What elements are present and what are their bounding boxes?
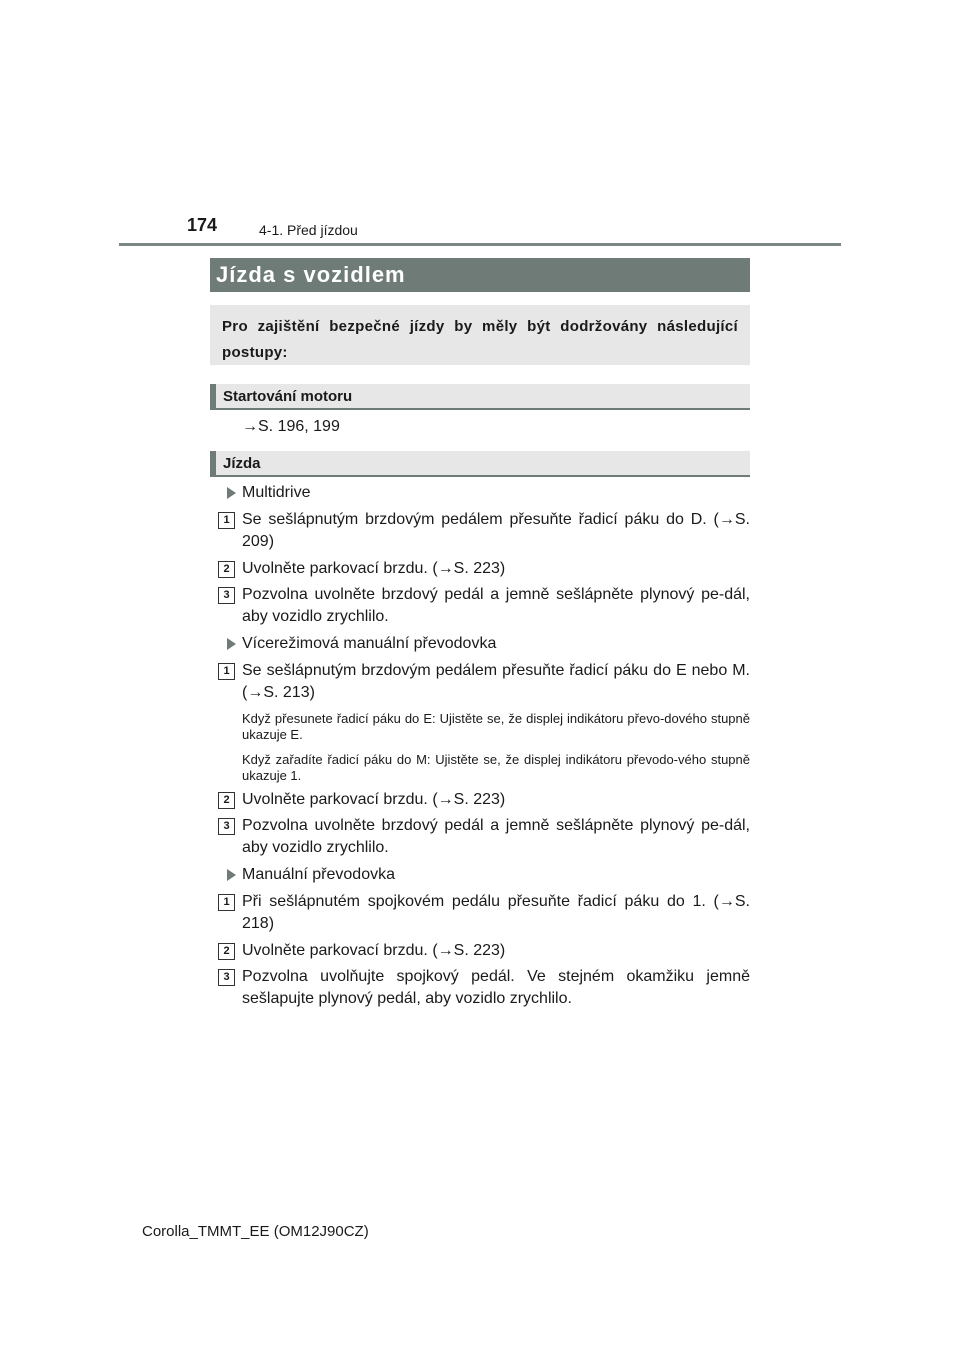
heading-starting-engine: Startování motoru xyxy=(210,384,750,410)
multimode-step-2: Uvolněte parkovací brzdu. (→S. 223) xyxy=(242,791,506,808)
manual-step-3: Pozvolna uvolňujte spojkový pedál. Ve stejném okamžiku jemně sešlapujte plynový pedál, aby vozidlo zrychlilo. xyxy=(242,968,750,1007)
multimode-step-1: Se sešlápnutým brzdovým pedálem přesuňte řadicí páku do E nebo M. (→S. 213) xyxy=(242,662,750,701)
manual-title: Manuální převodovka xyxy=(242,866,395,883)
manual-step-1: Při sešlápnutém spojkovém pedálu přesuňte řadicí páku do 1. (→S. 218) xyxy=(242,893,750,932)
multimode-title: Vícerežimová manuální převodovka xyxy=(242,635,497,652)
header-divider xyxy=(119,243,841,246)
section-label: 4-1. Před jízdou xyxy=(259,222,358,238)
step-1-badge: 1 xyxy=(218,512,235,529)
footer-model-code: Corolla_TMMT_EE (OM12J90CZ) xyxy=(142,1223,369,1240)
multidrive-title: Multidrive xyxy=(242,484,311,501)
step-3-badge: 3 xyxy=(218,587,235,604)
step-1-badge: 1 xyxy=(218,663,235,680)
multimode-note-m: Když zařadíte řadicí páku do M: Ujistěte se, že displej indikátoru převodo-vého stupně ukazuje 1. xyxy=(242,752,750,783)
triangle-bullet-icon xyxy=(227,638,236,650)
step-2-badge: 2 xyxy=(218,792,235,809)
multimode-note-e: Když přesunete řadicí páku do E: Ujistěte se, že displej indikátoru převo-dového stupně ukazuje E. xyxy=(242,711,750,742)
step-2-badge: 2 xyxy=(218,943,235,960)
step-3-badge: 3 xyxy=(218,818,235,835)
step-2-badge: 2 xyxy=(218,561,235,578)
intro-box: Pro zajištění bezpečné jízdy by měly být dodržovány následující postupy: xyxy=(210,305,750,365)
triangle-bullet-icon xyxy=(227,487,236,499)
multimode-step-3: Pozvolna uvolněte brzdový pedál a jemně sešlápněte plynový pe-dál, aby vozidlo zrychlilo. xyxy=(242,817,750,856)
step-1-badge: 1 xyxy=(218,894,235,911)
multidrive-step-3: Pozvolna uvolněte brzdový pedál a jemně sešlápněte plynový pe-dál, aby vozidlo zrychlilo. xyxy=(242,586,750,625)
page-number: 174 xyxy=(187,215,218,235)
manual-step-2: Uvolněte parkovací brzdu. (→S. 223) xyxy=(242,942,506,959)
triangle-bullet-icon xyxy=(227,869,236,881)
page-title: Jízda s vozidlem xyxy=(210,258,750,292)
heading-driving: Jízda xyxy=(210,451,750,477)
step-3-badge: 3 xyxy=(218,969,235,986)
multidrive-step-1: Se sešlápnutým brzdovým pedálem přesuňte řadicí páku do D. (→S. 209) xyxy=(242,511,750,550)
starting-reference: →S. 196, 199 xyxy=(242,418,340,435)
multidrive-step-2: Uvolněte parkovací brzdu. (→S. 223) xyxy=(242,560,506,577)
